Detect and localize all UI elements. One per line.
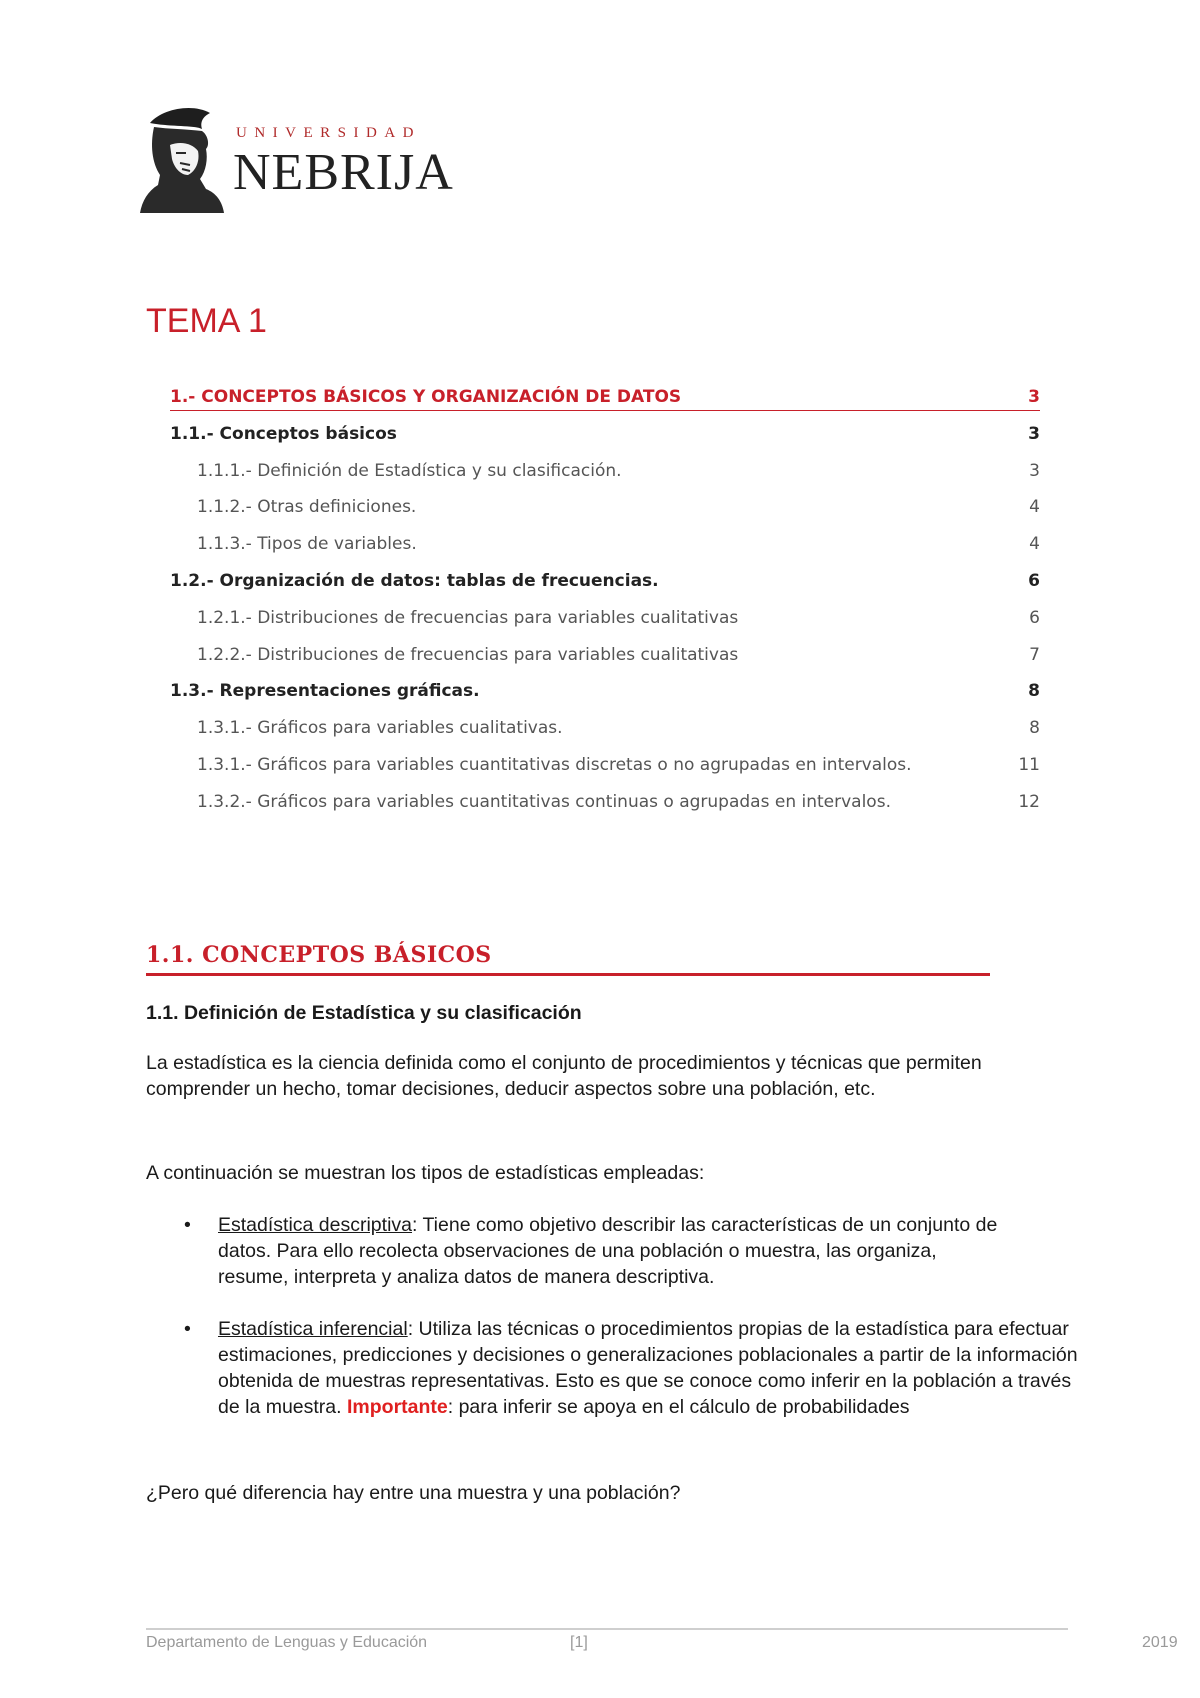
toc-title: 1.3.2.- Gráficos para variables cuantitativas continuas o agrupadas en intervalos. xyxy=(197,791,891,812)
bullet-icon: • xyxy=(184,1214,191,1236)
toc-entry[interactable] xyxy=(170,420,1040,457)
toc-page: 8 xyxy=(1028,681,1040,702)
toc-entry[interactable] xyxy=(170,457,1040,494)
toc-title: 1.1.- Conceptos básicos xyxy=(170,423,397,444)
logo-top-text: UNIVERSIDAD xyxy=(236,125,421,141)
toc-title: 1.1.1.- Definición de Estadística y su clasificación. xyxy=(197,460,622,481)
important-label: Importante xyxy=(346,1396,448,1418)
paragraph: A continuación se muestran los tipos de estadísticas empleadas: xyxy=(146,1162,705,1184)
toc-entry[interactable] xyxy=(170,677,1040,714)
toc-entry[interactable] xyxy=(170,604,1040,641)
toc-title: 1.3.1.- Gráficos para variables cualitativas. xyxy=(197,718,563,739)
toc-page: 6 xyxy=(1028,570,1040,591)
bullet-text: : Utiliza las técnicas o procedimientos propias de la estadística para efectuar estimaciones, predicciones y decisiones o generalizaciones poblacionales a partir de la información obtenida de muestras representativas. Esto es que se conoce como inferir en la población a través de la muestra. xyxy=(218,1318,1078,1418)
bullet-term: Estadística descriptiva xyxy=(218,1214,413,1236)
toc-entry[interactable] xyxy=(170,530,1040,567)
toc-title: 1.3.- Representaciones gráficas. xyxy=(170,681,480,702)
toc-page: 8 xyxy=(1029,718,1040,739)
university-logo xyxy=(140,105,460,213)
section-divider xyxy=(146,973,990,976)
toc-title: 1.- CONCEPTOS BÁSICOS Y ORGANIZACIÓN DE DATOS xyxy=(170,387,682,407)
bullet-term: Estadística inferencial xyxy=(218,1318,408,1340)
toc-title: 1.2.1.- Distribuciones de frecuencias para variables cualitativas xyxy=(197,607,739,628)
question: ¿Pero qué diferencia hay entre una muestra y una población? xyxy=(146,1482,681,1504)
toc-title: 1.2.- Organización de datos: tablas de frecuencias. xyxy=(170,570,659,591)
list-item xyxy=(146,1212,1008,1290)
toc-entry[interactable] xyxy=(170,788,1040,825)
toc-entry[interactable] xyxy=(170,714,1040,751)
footer-divider xyxy=(146,1628,1068,1630)
section-body xyxy=(146,1000,1078,1506)
toc-entry[interactable] xyxy=(170,751,1040,788)
bullet-text: : Tiene como objetivo describir las características de un conjunto de datos. Para ello recolecta observaciones de una población o muestra, las organiza, resume, interpreta y analiza datos de manera descriptiva. xyxy=(218,1214,998,1288)
toc-page: 7 xyxy=(1029,644,1040,665)
toc-entry[interactable] xyxy=(170,383,1040,420)
page-title: TEMA 1 xyxy=(146,302,267,340)
toc-page: 11 xyxy=(1018,754,1040,775)
toc-entry[interactable] xyxy=(170,641,1040,678)
toc-entry[interactable] xyxy=(170,493,1040,530)
footer-department: Departamento de Lenguas y Educación xyxy=(146,1634,428,1651)
toc-title: 1.2.2.- Distribuciones de frecuencias para variables cualitativas xyxy=(197,644,739,665)
table-of-contents xyxy=(170,383,1040,825)
toc-page: 3 xyxy=(1028,423,1040,444)
paragraph: La estadística es la ciencia definida como el conjunto de procedimientos y técnicas que permiten comprender un hecho, tomar decisiones, deducir aspectos sobre una población, etc. xyxy=(146,1052,982,1100)
toc-title: 1.1.3.- Tipos de variables. xyxy=(197,534,417,555)
subsection-title: 1.1. Definición de Estadística y su clasificación xyxy=(146,1002,582,1024)
toc-page: 3 xyxy=(1029,460,1040,481)
bullet-tail: : para inferir se apoya en el cálculo de probabilidades xyxy=(447,1396,910,1418)
logo-main-text: NEBRIJA xyxy=(233,144,454,201)
list-item xyxy=(146,1316,1078,1420)
footer-page-number: [1] xyxy=(570,1634,588,1651)
portrait-icon xyxy=(140,105,224,213)
toc-page: 12 xyxy=(1018,791,1040,812)
toc-page: 4 xyxy=(1029,534,1040,555)
section-title: 1.1. CONCEPTOS BÁSICOS xyxy=(146,942,492,968)
toc-title: 1.3.1.- Gráficos para variables cuantitativas discretas o no agrupadas en intervalos. xyxy=(197,754,912,775)
toc-page: 4 xyxy=(1029,497,1040,518)
toc-page: 6 xyxy=(1029,607,1040,628)
toc-title: 1.1.2.- Otras definiciones. xyxy=(197,497,417,518)
bullet-list xyxy=(146,1212,1078,1420)
toc-page: 3 xyxy=(1028,387,1040,407)
footer-year: 2019 xyxy=(1142,1634,1178,1651)
toc-entry[interactable] xyxy=(170,567,1040,604)
bullet-icon: • xyxy=(184,1318,191,1340)
